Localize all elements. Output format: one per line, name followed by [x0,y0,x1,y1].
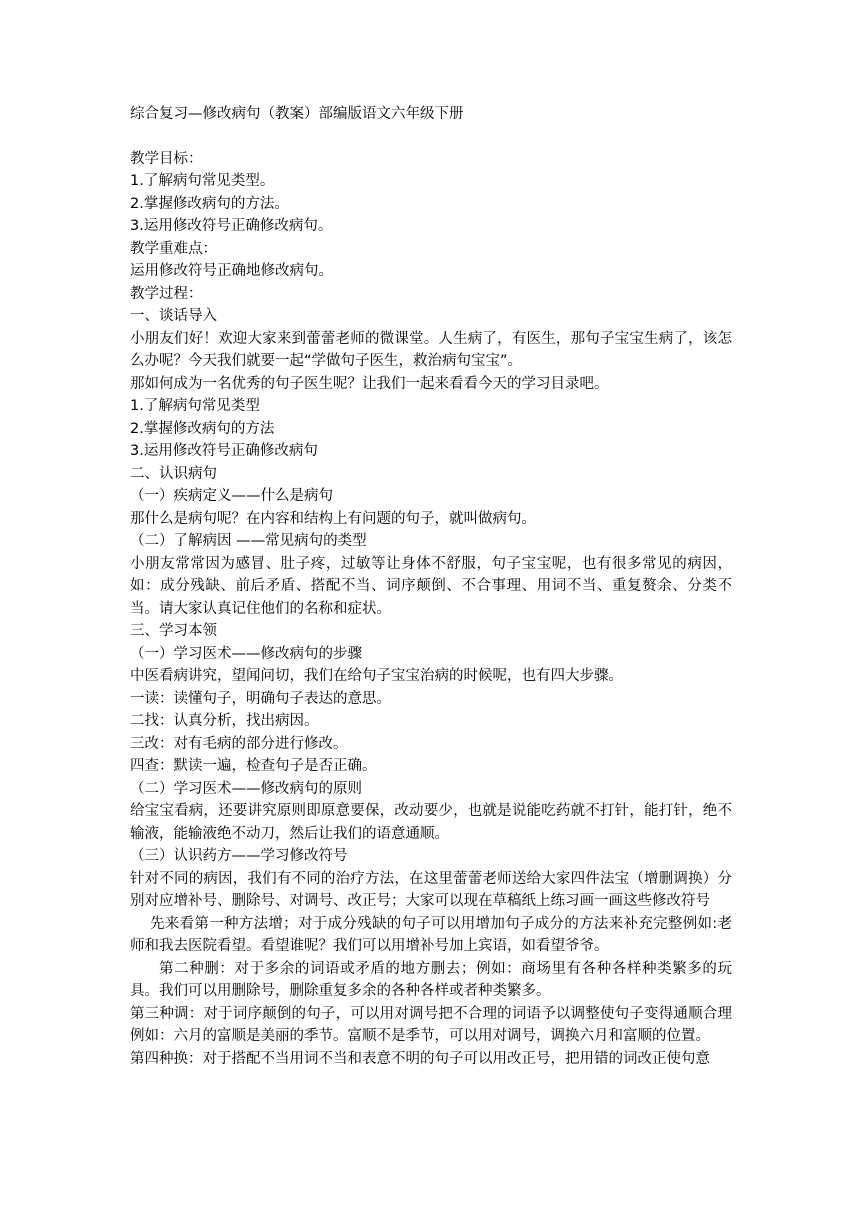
objective-item: 1.了解病句常见类型。 [130,173,275,189]
paragraph: 中医看病讲究，望闻问切，我们在给句子宝宝治病的时候呢，也有四大步骤。 [130,668,623,684]
step-item: 四查：默读一遍，检查句子是否正确。 [130,758,377,774]
paragraph: 那什么是病句呢？在内容和结构上有问题的句子，就叫做病句。 [130,510,536,527]
subsection-heading: 三、学习本领 [130,623,217,639]
list-item: 3.运用修改符号正确修改病句 [130,443,318,459]
sub-heading: （三）认识药方——学习修改符号 [130,848,348,864]
section-heading-objectives: 教学目标： [130,150,203,167]
paragraph: 小朋友常常因为感冒、肚子疼，过敏等让身体不舒服，句子宝宝呢，也有很多常见的病因，如：成分残缺、前后矛盾、搭配不当、词序颠倒、不合事理、用词不当、重复赘余、分类不当。请大家认真记住他们的名称和症状。 [130,555,732,617]
sub-heading: （二）了解病因 ——常见病句的类型 [130,533,367,549]
section-heading-difficulty: 教学重难点： [130,240,217,257]
document-title: 综合复习—修改病句（教案）部编版语文六年级下册 [130,106,464,122]
subsection-heading: 二、认识病句 [130,465,217,482]
section-heading-process: 教学过程： [130,285,203,302]
step-item: 三改：对有毛病的部分进行修改。 [130,735,348,752]
objective-item: 2.掌握修改病句的方法。 [130,195,289,212]
sub-heading: （一）疾病定义——什么是病句 [130,488,333,504]
objective-item: 3.运用修改符号正确修改病句。 [130,218,333,234]
paragraph: 先来看第一种方法增；对于成分残缺的句子可以用增加句子成分的方法来补充完整例如:老师和我去医院看望。看望谁呢？我们可以用增补号加上宾语，如看望爷爷。 [130,915,732,954]
list-item: 2.掌握修改病句的方法 [130,420,275,437]
paragraph: 小朋友们好！欢迎大家来到蕾蕾老师的微课堂。人生病了，有医生，那句子宝宝生病了，该怎么办呢？今天我们就要一起“学做句子医生，救治病句宝宝”。 [130,330,732,369]
sub-heading: （一）学习医术——修改病句的步骤 [130,645,362,662]
paragraph: 针对不同的病因，我们有不同的治疗方法，在这里蕾蕾老师送给大家四件法宝（增删调换）分别对应增补号、删除号、对调号、改正号；大家可以现在草稿纸上练习画一画这些修改符号 [130,870,732,909]
step-item: 一读：读懂句子，明确句子表达的意思。 [130,690,391,707]
subsection-heading: 一、谈话导入 [130,308,217,324]
paragraph: 那如何成为一名优秀的句子医生呢？让我们一起来看看今天的学习目录吧。 [130,375,609,392]
sub-heading: （二）学习医术——修改病句的原则 [130,780,362,797]
paragraph: 第二种删：对于多余的词语或矛盾的地方删去；例如：商场里有各种各样种类繁多的玩具。我们可以用删除号，删除重复多余的各种各样或者种类繁多。 [130,960,732,999]
document-body [130,103,732,1070]
difficulty-text: 运用修改符号正确地修改病句。 [130,263,333,279]
paragraph: 第三种调：对于词序颠倒的句子，可以用对调号把不合理的词语予以调整使句子变得通顺合理例如：六月的富顺是美丽的季节。富顺不是季节，可以用对调号，调换六月和富顺的位置。 [130,1005,732,1044]
paragraph: 第四种换：对于搭配不当用词不当和表意不明的句子可以用改正号，把用错的词改正使句意 [130,1050,710,1067]
step-item: 二找：认真分析，找出病因。 [130,713,319,729]
list-item: 1.了解病句常见类型 [130,398,260,414]
paragraph: 给宝宝看病，还要讲究原则即原意要保，改动要少，也就是说能吃药就不打针，能打针，绝不输液，能输液绝不动刀，然后让我们的语意通顺。 [130,803,732,842]
